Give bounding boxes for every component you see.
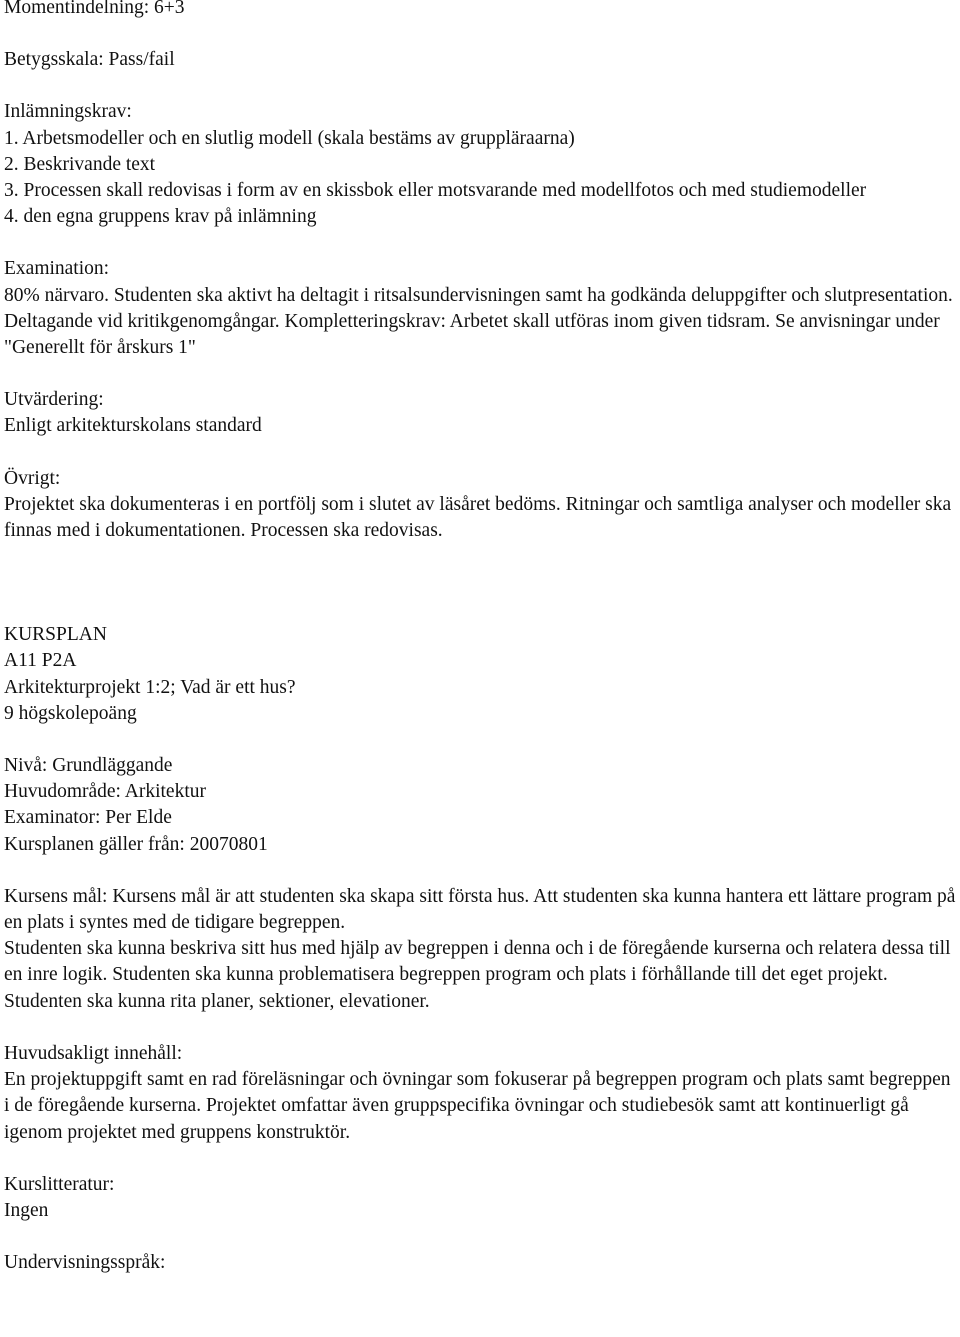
course-literature-heading: Kurslitteratur: bbox=[4, 1173, 115, 1195]
course-main-area: Huvudområde: Arkitektur bbox=[4, 781, 206, 803]
betygsskala: Betygsskala: Pass/fail bbox=[4, 49, 175, 71]
inlamningskrav-item-4: 4. den egna gruppens krav på inlämning bbox=[4, 206, 317, 228]
ovrigt-section bbox=[4, 466, 956, 545]
utvardering-section bbox=[4, 387, 956, 439]
ovrigt-heading: Övrigt: bbox=[4, 467, 61, 489]
course-literature-text: Ingen bbox=[4, 1199, 49, 1221]
kursplan-meta bbox=[4, 753, 956, 858]
section-spacer bbox=[4, 544, 956, 622]
course-language-section bbox=[4, 1250, 956, 1276]
course-goal-2: Studenten ska kunna beskriva sitt hus med hjälp av begreppen i denna och i de föregående kurserna och relatera dessa till en inre logik. Studenten ska kunna problematisera begreppen program och plats i förhållande till det eget projekt. bbox=[4, 938, 951, 986]
utvardering-heading: Utvärdering: bbox=[4, 389, 104, 411]
course-examiner: Examinator: Per Elde bbox=[4, 807, 172, 829]
kursplan-label: KURSPLAN bbox=[4, 624, 107, 646]
course-goal-1: Kursens mål: Kursens mål är att studenten ska skapa sitt första hus. Att studenten ska kunna hantera ett lättare program på en plats i syntes med de tidigare begreppen. bbox=[4, 885, 956, 934]
course-goal-3: Studenten ska kunna rita planer, sektioner, elevationer. bbox=[4, 990, 430, 1012]
kursplan-header bbox=[4, 622, 956, 727]
inlamningskrav-item-1: 1. Arbetsmodeller och en slutlig modell (skala bestäms av gruppläraarna) bbox=[4, 127, 575, 149]
examination-heading: Examination: bbox=[4, 258, 110, 280]
course-valid-from: Kursplanen gäller från: 20070801 bbox=[4, 833, 268, 855]
inlamningskrav-item-3: 3. Processen skall redovisas i form av en skissbok eller motsvarande med modellfotos och med studiemodeller bbox=[4, 180, 867, 202]
course-language-heading: Undervisningsspråk: bbox=[4, 1252, 166, 1274]
course-literature-section bbox=[4, 1172, 956, 1224]
course-credits: 9 högskolepoäng bbox=[4, 702, 137, 724]
inlamningskrav-heading: Inlämningskrav: bbox=[4, 101, 132, 123]
inlamningskrav-item-2: 2. Beskrivande text bbox=[4, 153, 156, 175]
utvardering-text: Enligt arkitekturskolans standard bbox=[4, 415, 262, 437]
course-content-text: En projektuppgift samt en rad föreläsningar och övningar som fokuserar på begreppen program och plats samt begreppen i de föregående kurserna. Projektet omfattar även gruppspecifika övningar och studiebesök samt att kontinuerligt gå igenom projektet med gruppens konstruktör. bbox=[4, 1069, 951, 1143]
momentindelning: Momentindelning: 6+3 bbox=[4, 0, 185, 18]
course-title: Arkitekturprojekt 1:2; Vad är ett hus? bbox=[4, 676, 296, 698]
inlamningskrav-section bbox=[4, 99, 956, 230]
examination-text: 80% närvaro. Studenten ska aktivt ha deltagit i ritsalsundervisningen samt ha godkända deluppgifter och slutpresentation. Deltagande vid kritikgenomgångar. Kompletteringskrav: Arbetet skall utföras inom given tidsram. Se anvisningar under "Generellt för årskurs 1" bbox=[4, 284, 953, 359]
course-content-heading: Huvudsakligt innehåll: bbox=[4, 1042, 183, 1064]
course-level: Nivå: Grundläggande bbox=[4, 755, 173, 777]
course-code: A11 P2A bbox=[4, 650, 77, 672]
course-content-section bbox=[4, 1041, 956, 1146]
examination-section bbox=[4, 256, 956, 361]
course-goals bbox=[4, 884, 956, 1015]
ovrigt-text: Projektet ska dokumenteras i en portfölj som i slutet av läsåret bedöms. Ritningar och samtliga analyser och modeller ska finnas med i dokumentationen. Processen ska redovisas. bbox=[4, 493, 952, 542]
